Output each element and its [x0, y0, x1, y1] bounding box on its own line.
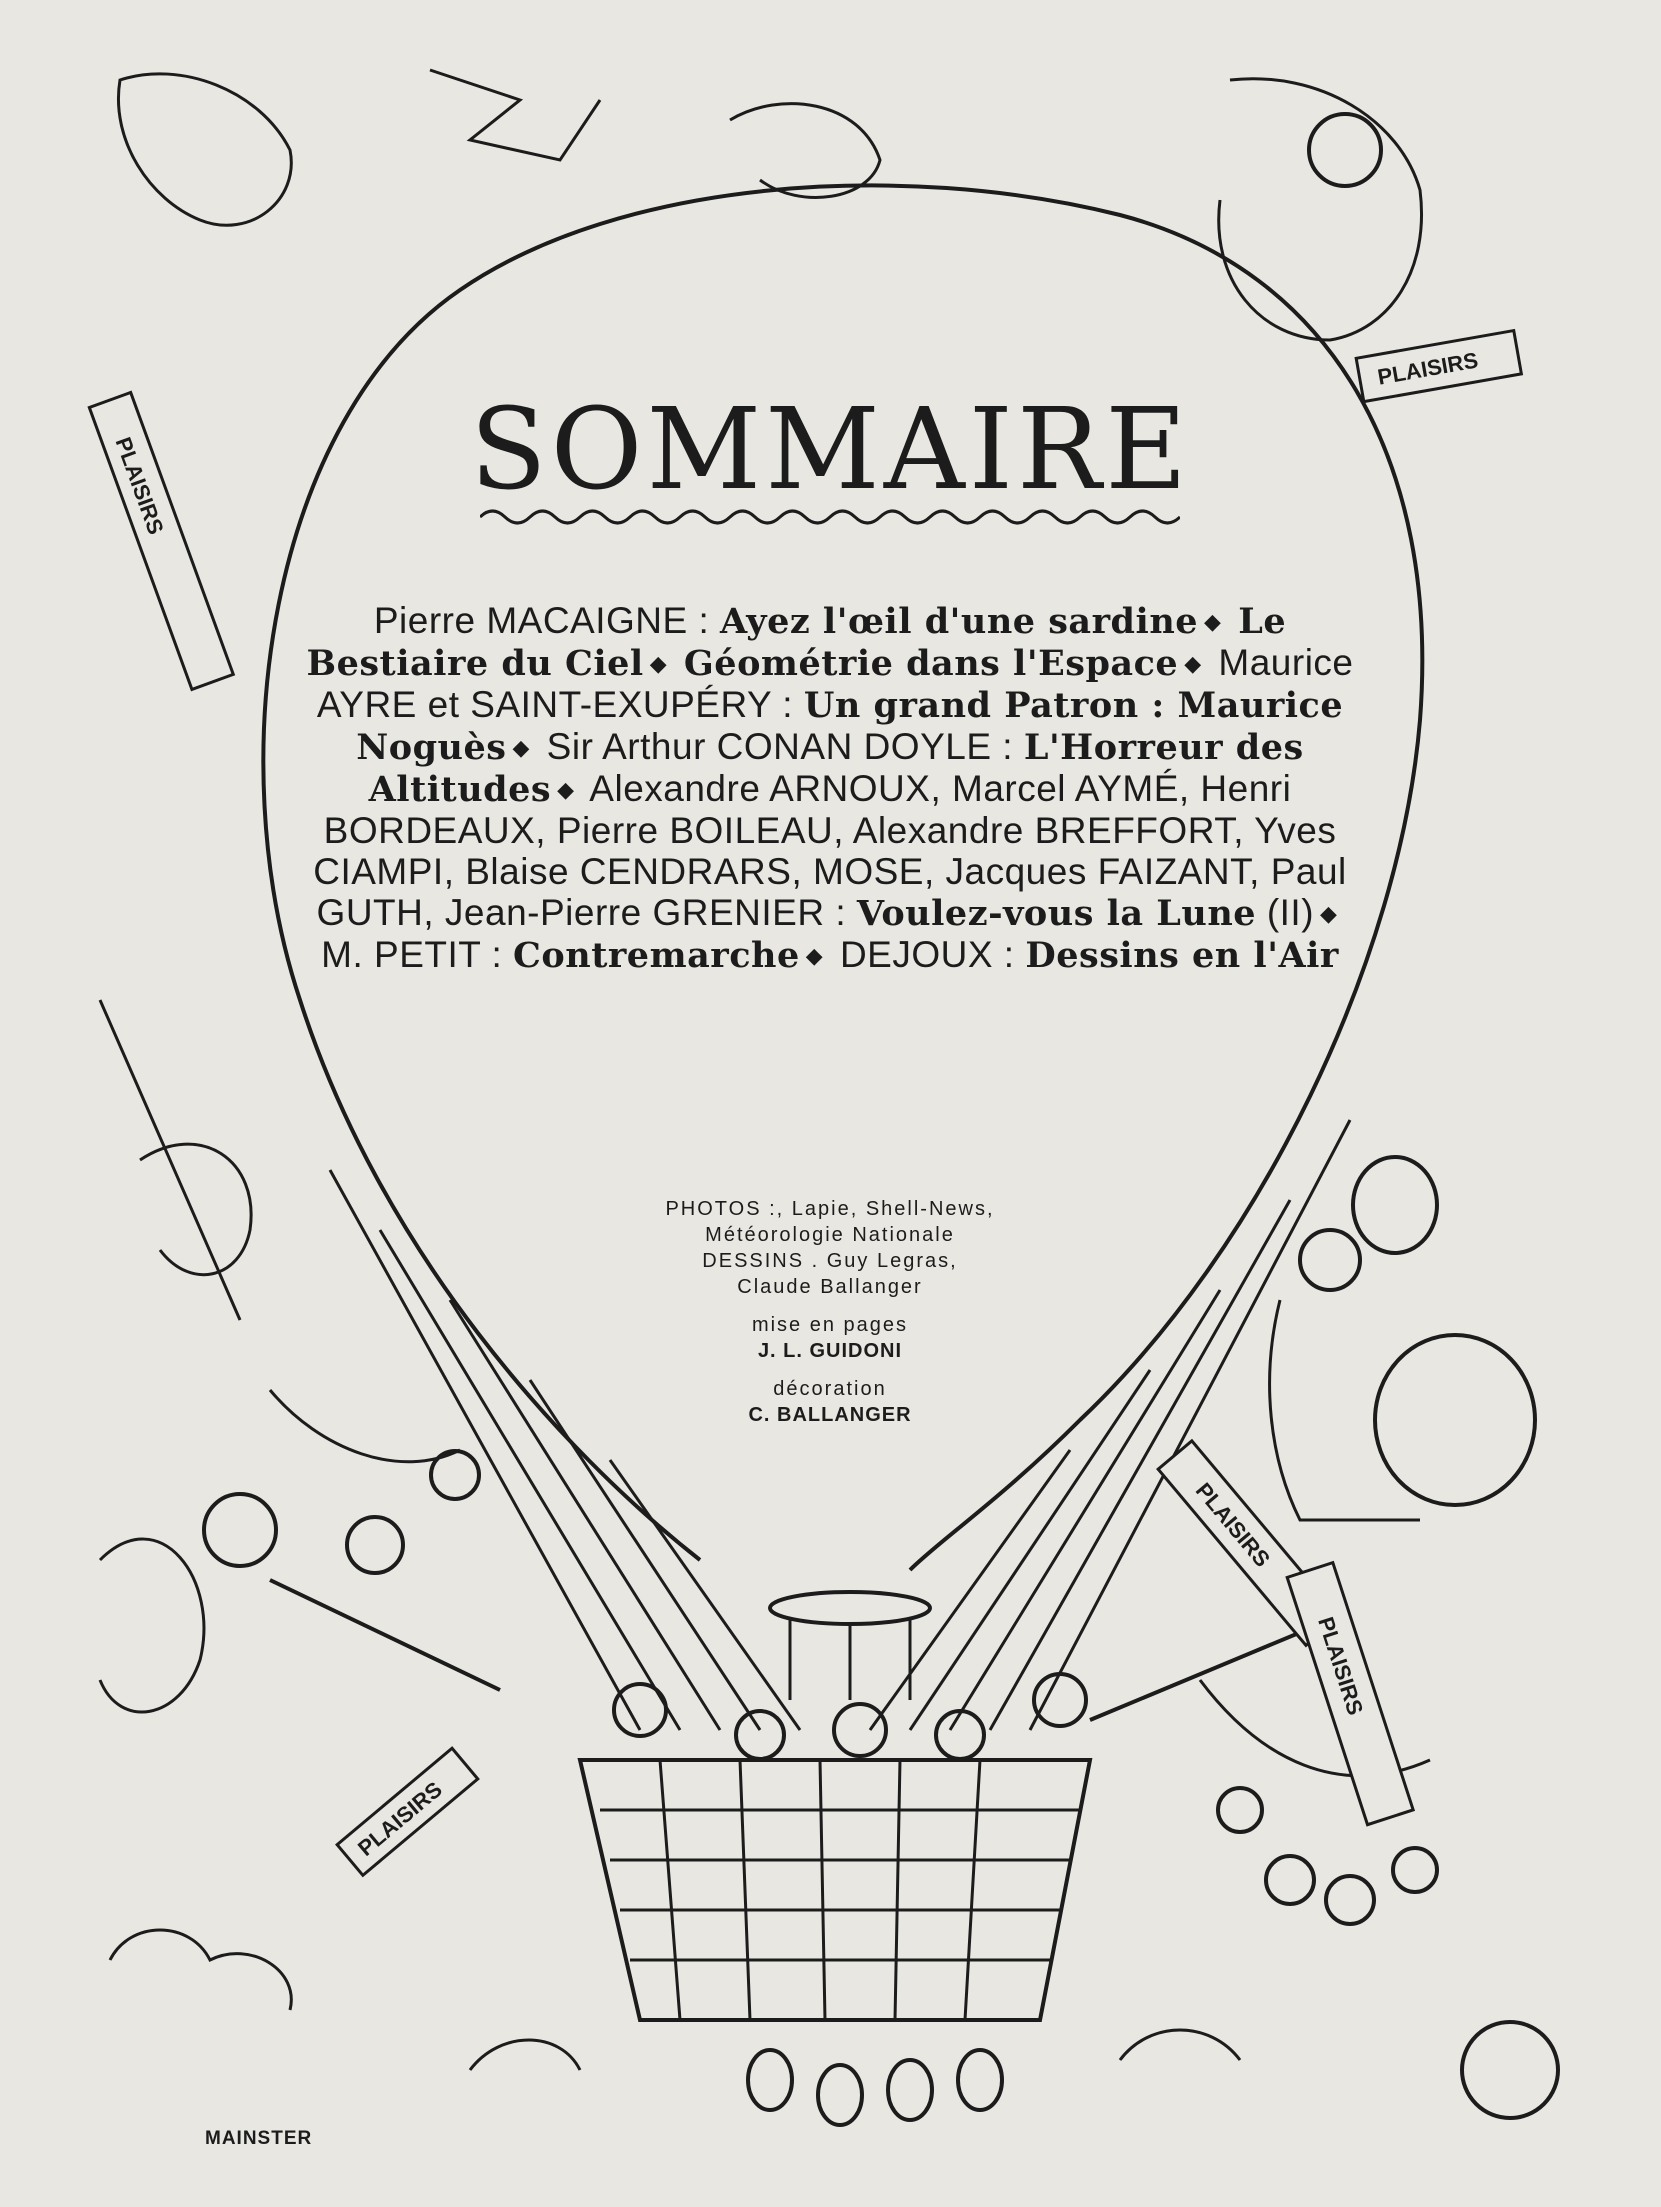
- article-title: Le Bestiaire du Ciel: [306, 601, 1287, 684]
- svg-text:PLAISIRS: PLAISIRS: [353, 1776, 447, 1861]
- svg-text:PLAISIRS: PLAISIRS: [1375, 347, 1480, 390]
- article-suffix: (II): [1266, 892, 1315, 933]
- article-title: Ayez l'œil d'une sardine: [720, 601, 1199, 642]
- article-author: DEJOUX :: [839, 934, 1015, 975]
- globe: [1375, 1335, 1535, 1505]
- diamond-separator-icon: ◆: [649, 651, 668, 676]
- small-balloon: [1353, 1157, 1437, 1253]
- svg-text:PLAISIRS: PLAISIRS: [1313, 1613, 1369, 1719]
- article-title: L'Horreur des Altitudes: [368, 727, 1304, 810]
- svg-text:PLAISIRS: PLAISIRS: [110, 433, 169, 538]
- diamond-separator-icon: ◆: [512, 735, 530, 760]
- artist-signature: MAINSTER: [205, 2128, 313, 2149]
- moon: [1462, 2022, 1558, 2118]
- diamond-separator-icon: ◆: [557, 777, 575, 802]
- banner-right-low: [1287, 1563, 1413, 1825]
- drawing-credits-line-2: Claude Ballanger: [737, 1276, 923, 1298]
- article-title: Géométrie dans l'Espace: [683, 643, 1179, 684]
- article-author: M. PETIT :: [321, 934, 503, 975]
- diamond-separator-icon: ◆: [1204, 609, 1222, 634]
- decoration-label: décoration: [773, 1378, 887, 1400]
- drawing-credits: DESSINS . Guy Legras,: [702, 1250, 958, 1272]
- layout-label: mise en pages: [751, 1314, 909, 1336]
- diamond-separator-icon: ◆: [1184, 651, 1202, 676]
- article-title: Voulez-vous la Lune: [856, 893, 1257, 934]
- layout-name: J. L. GUIDONI: [757, 1340, 903, 1362]
- article-author: Alexandre ARNOUX, Marcel AYMÉ, Henri BORDEAUX, Pierre BOILEAU, Alexandre BREFFORT, Yves CIAMPI, Blaise CENDRARS, MOSE, Jacques FAIZANT, Paul GUTH, Jean-Pierre GRENIER :: [313, 768, 1347, 933]
- page-title: SOMMAIRE: [469, 385, 1192, 515]
- credits: [500, 1196, 1160, 1428]
- article-title: Contremarche: [513, 935, 800, 976]
- article-title: Dessins en l'Air: [1025, 935, 1339, 976]
- photo-credits: PHOTOS :, Lapie, Shell-News,: [665, 1198, 995, 1220]
- diamond-separator-icon: ◆: [1320, 901, 1338, 926]
- basket: [580, 1760, 1090, 2020]
- svg-text:PLAISIRS: PLAISIRS: [1190, 1477, 1276, 1572]
- load-ring: [770, 1592, 930, 1624]
- decoration-name: C. BALLANGER: [748, 1404, 912, 1426]
- wavy-underline: [480, 505, 1180, 529]
- diamond-separator-icon: ◆: [805, 943, 824, 968]
- banner-left-low: [337, 1748, 478, 1875]
- table-of-contents: [300, 600, 1360, 976]
- article-author: Sir Arthur CONAN DOYLE :: [546, 726, 1014, 767]
- article-title: Un grand Patron : Maurice Noguès: [356, 685, 1344, 768]
- article-author: Pierre MACAIGNE :: [373, 600, 710, 641]
- article-author: Maurice AYRE et SAINT-EXUPÉRY :: [316, 642, 1354, 725]
- photo-credits-line-2: Météorologie Nationale: [705, 1224, 955, 1246]
